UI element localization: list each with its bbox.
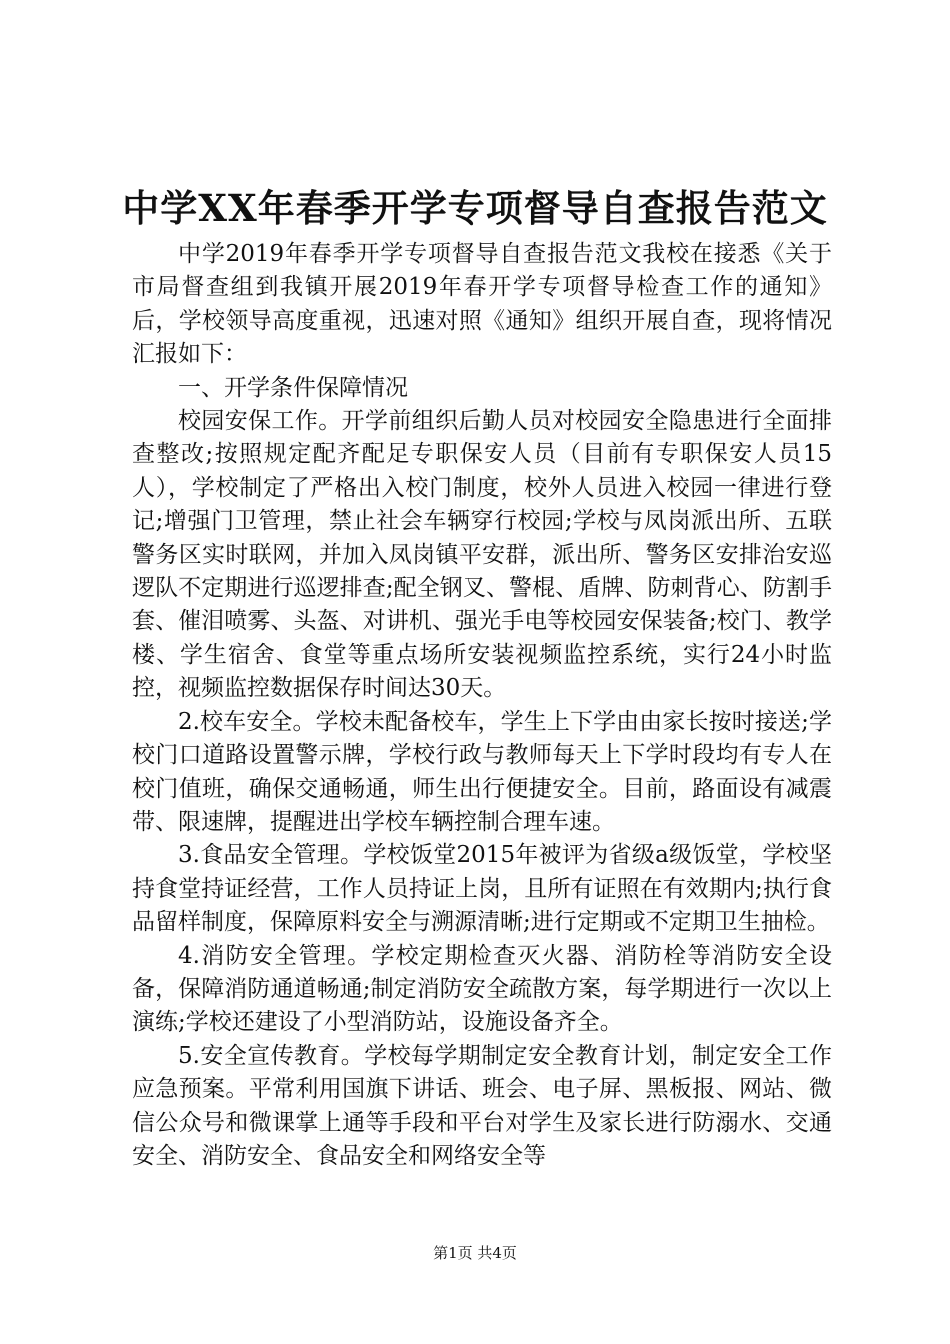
fire-safety-paragraph: 4.消防安全管理。学校定期检查灭火器、消防栓等消防安全设备，保障消防通道畅通;制定消防安全疏散方案，每学期进行一次以上演练;学校还建设了小型消防站，设施设备齐全。	[132, 942, 832, 1036]
security-paragraph: 校园安保工作。开学前组织后勤人员对校园安全隐患进行全面排查整改;按照规定配齐配足专职保安人员（目前有专职保安人员15人），学校制定了严格出入校门制度，校外人员进入校园一律进行登记;增强门卫管理，禁止社会车辆穿行校园;学校与凤岗派出所、五联警务区实时联网，并加入凤岗镇平安群，派出所、警务区安排治安巡逻队不定期进行巡逻排查;配全钢叉、警棍、盾牌、防刺背心、防割手套、催泪喷雾、头盔、对讲机、强光手电等校园安保装备;校门、教学楼、学生宿舍、食堂等重点场所安装视频监控系统，实行24小时监控，视频监控数据保存时间达30天。	[132, 408, 832, 702]
document-title: 中学XX年春季开学专项督导自查报告范文	[122, 186, 828, 230]
page-number-footer: 第1页 共4页	[433, 1244, 517, 1262]
safety-education-paragraph: 5.安全宣传教育。学校每学期制定安全教育计划，制定安全工作应急预案。平常利用国旗下讲话、班会、电子屏、黑板报、网站、微信公众号和微课掌上通等手段和平台对学生及家长进行防溺水、交通安全、消防安全、食品安全和网络安全等	[132, 1042, 832, 1169]
food-safety-paragraph: 3.食品安全管理。学校饭堂2015年被评为省级a级饭堂，学校坚持食堂持证经营，工作人员持证上岗，且所有证照在有效期内;执行食品留样制度，保障原料安全与溯源清晰;进行定期或不定期卫生抽检。	[132, 842, 832, 936]
document-body	[132, 238, 832, 1173]
school-bus-paragraph: 2.校车安全。学校未配备校车，学生上下学由由家长按时接送;学校门口道路设置警示牌，学校行政与教师每天上下学时段均有专人在校门值班，确保交通畅通，师生出行便捷安全。目前，路面设有减震带、限速牌，提醒进出学校车辆控制合理车速。	[132, 708, 832, 835]
section-heading: 一、开学条件保障情况	[178, 374, 408, 401]
intro-paragraph: 中学2019年春季开学专项督导自查报告范文我校在接悉《关于市局督查组到我镇开展2019年春开学专项督导检查工作的通知》后，学校领导高度重视，迅速对照《通知》组织开展自查，现将情况汇报如下：	[132, 241, 832, 368]
